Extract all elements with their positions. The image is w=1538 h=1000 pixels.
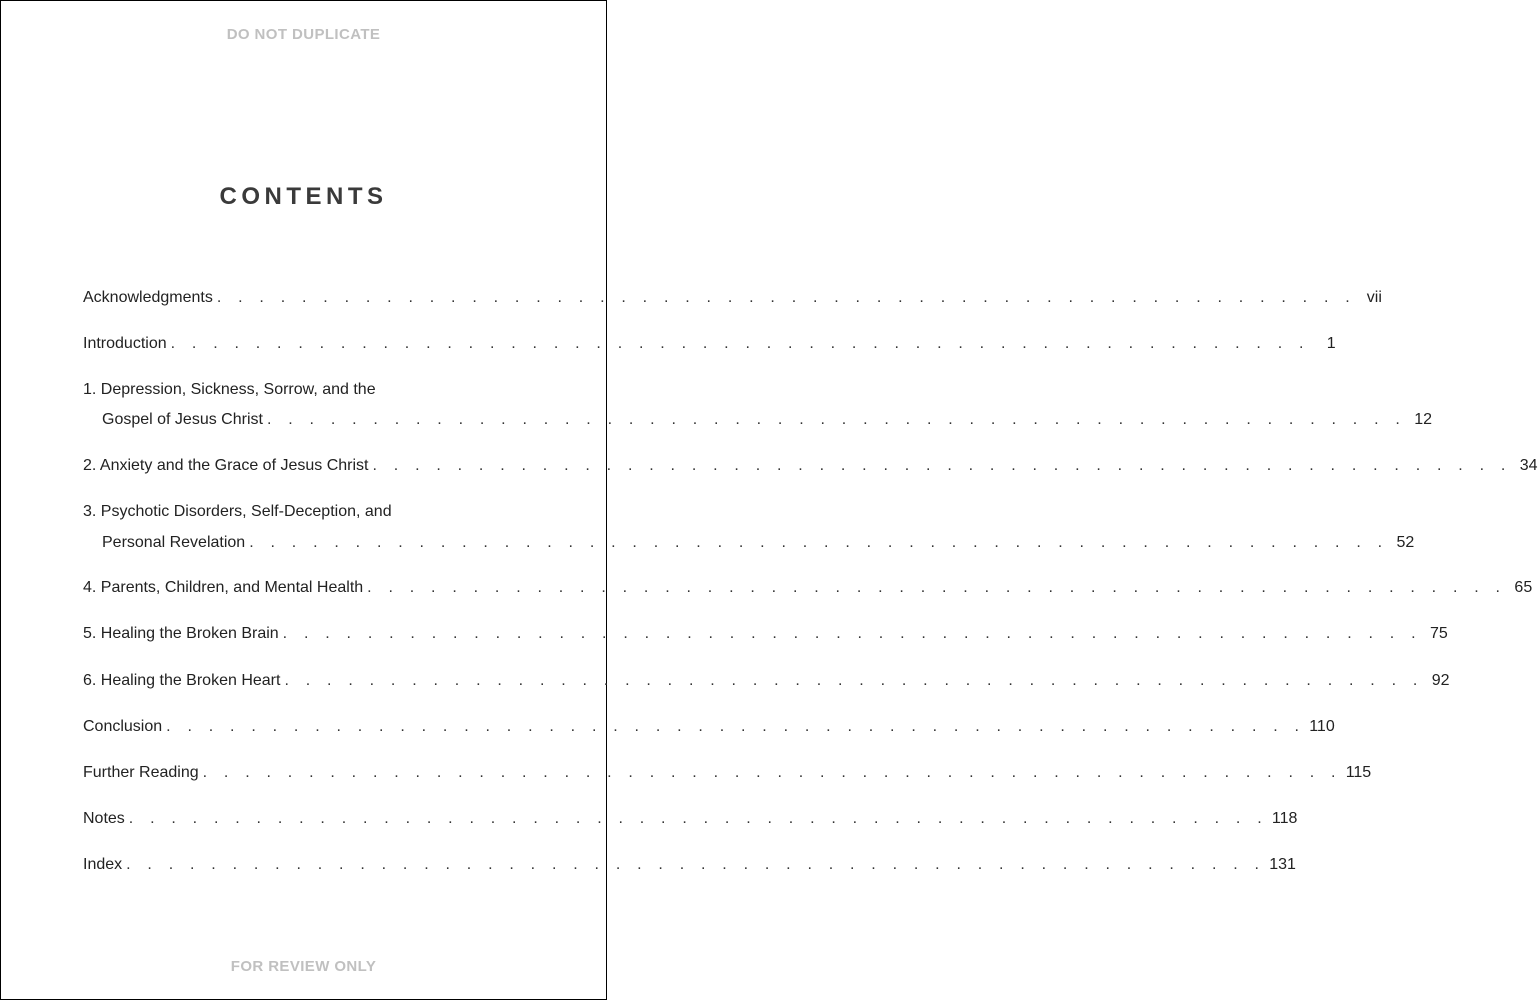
toc-entry-label: 4. Parents, Children, and Mental Health	[83, 579, 364, 596]
toc-entry-label: 6. Healing the Broken Heart	[83, 672, 281, 689]
page-title: CONTENTS	[219, 183, 388, 210]
toc-entry-chapter-4[interactable]	[83, 579, 1533, 601]
toc-entry-chapter-6[interactable]	[83, 672, 1450, 694]
toc-entry-page: 115	[1345, 764, 1372, 781]
dot-leader: . . . . . . . . . . . . . . . . . . . . . . . . . . . . . . . . . . . . . . . . . . . . . . . . . . . . . .	[170, 335, 1310, 352]
toc-entry-acknowledgments[interactable]	[83, 289, 1382, 311]
dot-leader: . . . . . . . . . . . . . . . . . . . . . . . . . . . . . . . . . . . . . . . . . . . . . . . . . . . . . .	[216, 289, 1356, 306]
dot-leader: . . . . . . . . . . . . . . . . . . . . . . . . . . . . . . . . . . . . . . . . . . . . . . . . . . . . . .	[372, 457, 1512, 474]
dot-leader: . . . . . . . . . . . . . . . . . . . . . . . . . . . . . . . . . . . . . . . . . . . . . . . . . . . . . .	[367, 579, 1507, 596]
toc-entry-page: 34	[1519, 457, 1538, 474]
watermark-bottom: FOR REVIEW ONLY	[230, 958, 377, 975]
toc-entry-label: Acknowledgments	[83, 289, 213, 306]
toc-entry-index[interactable]	[83, 856, 1296, 878]
toc-entry-chapter-3[interactable]	[83, 534, 1415, 556]
toc-entry-notes[interactable]	[83, 810, 1298, 832]
dot-leader: . . . . . . . . . . . . . . . . . . . . . . . . . . . . . . . . . . . . . . . . . . . . . . . . . . . . . .	[202, 764, 1342, 781]
page-border	[0, 0, 607, 1000]
toc-entry-label: 5. Healing the Broken Brain	[83, 625, 279, 642]
toc-entry-label: Further Reading	[83, 764, 199, 781]
toc-entry-page: 12	[1414, 411, 1433, 428]
toc-entry-introduction[interactable]	[83, 335, 1336, 357]
dot-leader: . . . . . . . . . . . . . . . . . . . . . . . . . . . . . . . . . . . . . . . . . . . . . . . . . . . . . .	[282, 625, 1422, 642]
toc-entry-chapter-1-line1[interactable]: 1. Depression, Sickness, Sorrow, and the	[83, 381, 376, 398]
toc-entry-label: Conclusion	[83, 718, 163, 735]
toc-entry-label: Notes	[83, 810, 125, 827]
toc-entry-further-reading[interactable]	[83, 764, 1372, 786]
toc-entry-page: 75	[1429, 625, 1448, 642]
toc-entry-page: 1	[1326, 335, 1336, 352]
toc-entry-page: 52	[1396, 534, 1415, 551]
toc-entry-page: 110	[1309, 718, 1335, 735]
toc-entry-page: 118	[1271, 810, 1298, 827]
dot-leader: . . . . . . . . . . . . . . . . . . . . . . . . . . . . . . . . . . . . . . . . . . . . . . . . . . . . . .	[126, 856, 1266, 873]
dot-leader: . . . . . . . . . . . . . . . . . . . . . . . . . . . . . . . . . . . . . . . . . . . . . . . . . . . . . .	[249, 534, 1389, 551]
toc-entry-page: 131	[1269, 856, 1296, 873]
toc-entry-label: Index	[83, 856, 123, 873]
dot-leader: . . . . . . . . . . . . . . . . . . . . . . . . . . . . . . . . . . . . . . . . . . . . . . . . . . . . . .	[284, 672, 1424, 689]
dot-leader: . . . . . . . . . . . . . . . . . . . . . . . . . . . . . . . . . . . . . . . . . . . . . . . . . . . . . .	[166, 718, 1306, 735]
toc-entry-page: 92	[1431, 672, 1450, 689]
toc-entry-chapter-1[interactable]	[83, 411, 1433, 433]
toc-entry-chapter-3-line1[interactable]: 3. Psychotic Disorders, Self-Deception, and	[83, 503, 392, 520]
toc-entry-label: Gospel of Jesus Christ	[102, 411, 263, 428]
toc-entry-conclusion[interactable]	[83, 718, 1335, 740]
toc-entry-chapter-5[interactable]	[83, 625, 1448, 647]
toc-entry-label: 2. Anxiety and the Grace of Jesus Christ	[83, 457, 369, 474]
dot-leader: . . . . . . . . . . . . . . . . . . . . . . . . . . . . . . . . . . . . . . . . . . . . . . . . . . . . . .	[128, 810, 1268, 827]
toc-entry-label: Introduction	[83, 335, 167, 352]
dot-leader: . . . . . . . . . . . . . . . . . . . . . . . . . . . . . . . . . . . . . . . . . . . . . . . . . . . . . .	[266, 411, 1407, 428]
toc-entry-chapter-2[interactable]	[83, 457, 1538, 479]
watermark-top: DO NOT DUPLICATE	[226, 26, 381, 43]
toc-entry-page: 65	[1514, 579, 1533, 596]
toc-entry-label: Personal Revelation	[102, 534, 246, 551]
toc-entry-page: vii	[1366, 289, 1382, 306]
